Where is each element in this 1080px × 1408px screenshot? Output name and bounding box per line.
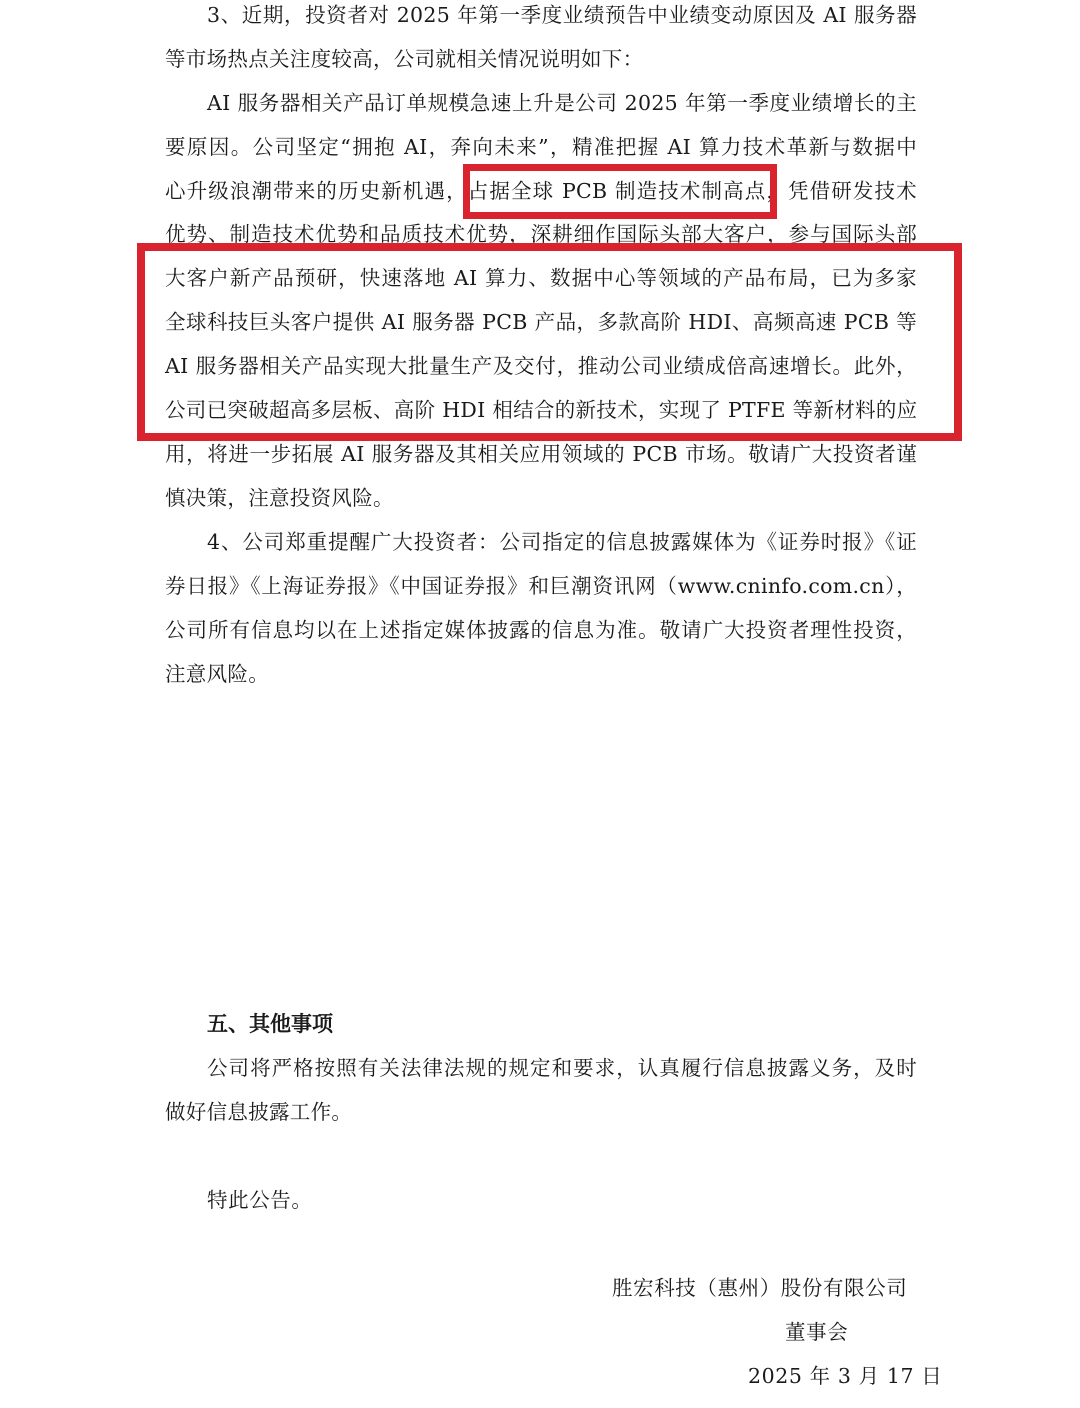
closing-statement: 特此公告。 xyxy=(207,1188,313,1212)
signature-date: 2025 年 3 月 17 日 xyxy=(748,1364,943,1388)
body-line-3: 心升级浪潮带来的历史新机遇，占据全球 PCB 制造技术制高点，凭借研发技术 xyxy=(165,179,917,203)
body-line-1: AI 服务器相关产品订单规模急速上升是公司 2025 年第一季度业绩增长的主 xyxy=(207,91,917,115)
section3-line-1: 3、近期，投资者对 2025 年第一季度业绩预告中业绩变动原因及 AI 服务器 xyxy=(207,3,917,27)
section5-heading: 五、其他事项 xyxy=(207,1012,333,1036)
section4-line-2: 券日报》《上海证券报》《中国证券报》和巨潮资讯网（www.cninfo.com.cn）， xyxy=(165,574,917,598)
body-line-8: 公司已突破超高多层板、高阶 HDI 相结合的新技术，实现了 PTFE 等新材料的应 xyxy=(165,398,918,422)
body-line-7: AI 服务器相关产品实现大批量生产及交付，推动公司业绩成倍高速增长。此外， xyxy=(165,354,917,378)
section5-line-1: 公司将严格按照有关法律法规的规定和要求，认真履行信息披露义务，及时 xyxy=(207,1056,917,1080)
section5-line-2: 做好信息披露工作。 xyxy=(165,1100,353,1124)
section4-line-1: 4、公司郑重提醒广大投资者：公司指定的信息披露媒体为《证券时报》《证 xyxy=(207,530,917,554)
signature-company: 胜宏科技（惠州）股份有限公司 xyxy=(612,1276,908,1300)
body-line-5: 大客户新产品预研，快速落地 AI 算力、数据中心等领域的产品布局，已为多家 xyxy=(165,266,917,290)
signature-board: 董事会 xyxy=(785,1320,849,1344)
body-line-9: 用，将进一步拓展 AI 服务器及其相关应用领域的 PCB 市场。敬请广大投资者谨 xyxy=(165,442,917,466)
body-line-4: 优势、制造技术优势和品质技术优势，深耕细作国际头部大客户，参与国际头部 xyxy=(165,222,917,246)
body-line-2: 要原因。公司坚定“拥抱 AI，奔向未来”，精准把握 AI 算力技术革新与数据中 xyxy=(165,135,917,159)
section4-line-3: 公司所有信息均以在上述指定媒体披露的信息为准。敬请广大投资者理性投资， xyxy=(165,618,917,642)
body-line-6: 全球科技巨头客户提供 AI 服务器 PCB 产品，多款高阶 HDI、高频高速 PCB 等 xyxy=(165,310,917,334)
section3-line-2: 等市场热点关注度较高，公司就相关情况说明如下： xyxy=(165,47,644,71)
body-line-10: 慎决策，注意投资风险。 xyxy=(165,486,394,510)
section4-line-4: 注意风险。 xyxy=(165,662,269,686)
